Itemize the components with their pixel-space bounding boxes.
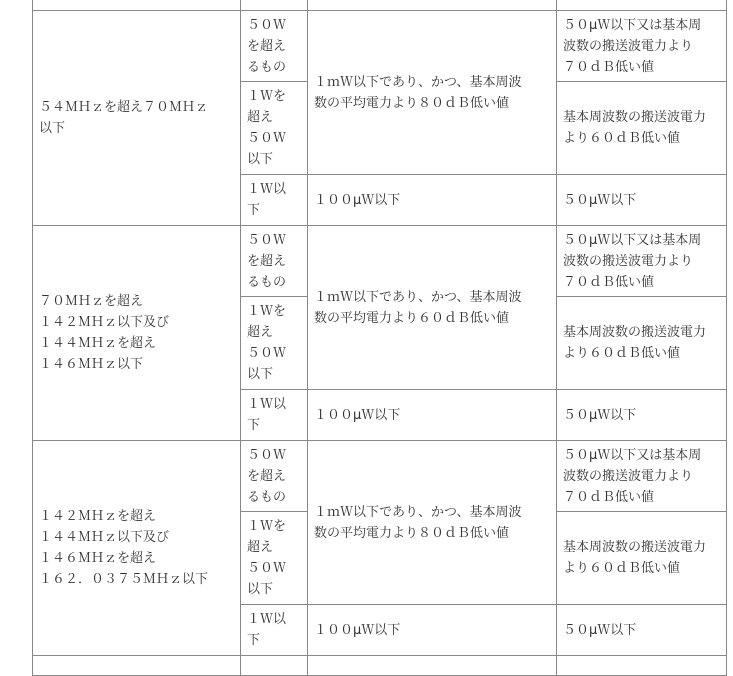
cell-text-line: １Ｗ以 bbox=[247, 397, 287, 412]
cell-text-line: 以下 bbox=[247, 582, 274, 597]
cell-text-line: 超え bbox=[247, 110, 274, 125]
cell-text-line: 基本周波数の搬送波電力 bbox=[563, 110, 707, 125]
cell-text-line: より６０ｄＢ低い値 bbox=[563, 561, 681, 576]
cell-text-line: より６０ｄＢ低い値 bbox=[563, 346, 681, 361]
spurious-emission-table bbox=[32, 0, 727, 676]
cell-text-line: 下 bbox=[247, 203, 261, 218]
cell-text-line: ５０Ｗ bbox=[247, 561, 287, 576]
cell-text-line: 基本周波数の搬送波電力 bbox=[563, 540, 707, 555]
cell-text-line: ５０Ｗ bbox=[247, 447, 287, 463]
cell-text-line: １４２ＭＨｚ以下及び bbox=[39, 315, 170, 330]
frequency-band-cell bbox=[33, 11, 241, 226]
cell-text-line: 以下 bbox=[247, 152, 274, 167]
cell-text-line: 数の平均電力より８０ｄＢ低い値 bbox=[314, 95, 510, 111]
cell-text-line: ５０μＷ以下又は基本周 bbox=[563, 232, 702, 248]
cell-text-line: ５０Ｗ bbox=[247, 232, 287, 248]
cell-text-line: 下 bbox=[247, 633, 261, 648]
emission-limit-cell bbox=[308, 175, 557, 226]
power-class-cell bbox=[241, 390, 308, 441]
power-cell-next bbox=[241, 656, 308, 676]
cell-text-line: １Ｗを bbox=[247, 89, 287, 104]
cell-text-line: １４２ＭＨｚを超え bbox=[39, 509, 157, 524]
spurious-limit-cell bbox=[557, 390, 727, 441]
cell-text-line: ５０μＷ以下又は基本周 bbox=[563, 447, 702, 463]
spurious-limit-cell bbox=[557, 82, 727, 175]
cell-text-line: １００μＷ以下 bbox=[314, 192, 401, 208]
table-row bbox=[33, 11, 727, 82]
cell-text-line: １４６ＭＨｚ以下 bbox=[39, 357, 144, 372]
spurious-limit-cell bbox=[557, 175, 727, 226]
power-class-cell bbox=[241, 11, 308, 82]
cell-text-line: １４４ＭＨｚ以下及び bbox=[39, 530, 170, 545]
cell-text-line: るもの bbox=[247, 59, 287, 75]
cell-text-line: を超え bbox=[247, 468, 287, 484]
cell-text-line: るもの bbox=[247, 274, 287, 290]
frequency-band-cell bbox=[33, 441, 241, 656]
cell-text-line: ５０Ｗ bbox=[247, 131, 287, 146]
cell-text-line: １Ｗ以 bbox=[247, 182, 287, 197]
cell-text-line: １ｍＷ以下であり、かつ、基本周波 bbox=[314, 289, 522, 305]
emission-limit-cell bbox=[308, 441, 557, 605]
cell-text-line: ７０ｄＢ低い値 bbox=[563, 59, 655, 75]
cell-text-line: 波数の搬送波電力より bbox=[563, 468, 694, 484]
emission-limit-cell bbox=[308, 11, 557, 175]
cell-text-line: 数の平均電力より６０ｄＢ低い値 bbox=[314, 310, 510, 326]
cell-text-line: 以下 bbox=[247, 367, 274, 382]
table-row bbox=[33, 441, 727, 512]
power-class-cell bbox=[241, 175, 308, 226]
power-class-cell bbox=[241, 441, 308, 512]
spurious-limit-cell bbox=[557, 226, 727, 297]
cell-text-line: １ｍＷ以下であり、かつ、基本周波 bbox=[314, 74, 522, 90]
cell-text-line: １Ｗを bbox=[247, 519, 287, 534]
spurious-limit-cell bbox=[557, 512, 727, 605]
frequency-band-cell bbox=[33, 226, 241, 441]
cell-text-line: より６０ｄＢ低い値 bbox=[563, 131, 681, 146]
cell-text-line: を超え bbox=[247, 253, 287, 269]
cell-text-line: ５０μＷ以下又は基本周 bbox=[563, 17, 702, 33]
cell-text-line: 波数の搬送波電力より bbox=[563, 253, 694, 269]
cell-text-line: １ｍＷ以下であり、かつ、基本周波 bbox=[314, 504, 522, 520]
cell-text-line: ５０μＷ以下 bbox=[563, 622, 637, 638]
power-class-cell bbox=[241, 605, 308, 656]
cell-text-line: 基本周波数の搬送波電力 bbox=[563, 325, 707, 340]
power-class-cell bbox=[241, 82, 308, 175]
table-row-continued bbox=[33, 0, 727, 11]
power-class-cell bbox=[241, 226, 308, 297]
cell-text-line: 波数の搬送波電力より bbox=[563, 38, 694, 54]
cell-text-line: １００μＷ以下 bbox=[314, 407, 401, 423]
table-row-next bbox=[33, 656, 727, 676]
spurious-cell-continued bbox=[557, 0, 727, 11]
spurious-limit-cell bbox=[557, 441, 727, 512]
cell-text-line: ７０ｄＢ低い値 bbox=[563, 274, 655, 290]
cell-text-line: ５０μＷ以下 bbox=[563, 192, 637, 208]
cell-text-line: 下 bbox=[247, 418, 261, 433]
cell-text-line: １Ｗ以 bbox=[247, 612, 287, 627]
emission-limit-cell bbox=[308, 605, 557, 656]
power-class-cell bbox=[241, 512, 308, 605]
cell-text-line: 超え bbox=[247, 325, 274, 340]
emission-limit-cell bbox=[308, 390, 557, 441]
band-cell-next bbox=[33, 656, 241, 676]
cell-text-line: 超え bbox=[247, 540, 274, 555]
cell-text-line: １Ｗを bbox=[247, 304, 287, 319]
cell-text-line: 数の平均電力より８０ｄＢ低い値 bbox=[314, 525, 510, 541]
cell-text-line: 以下 bbox=[39, 121, 66, 136]
cell-text-line: １４４ＭＨｚを超え bbox=[39, 336, 157, 351]
emission-limit-cell bbox=[308, 226, 557, 390]
table-row bbox=[33, 226, 727, 297]
cell-text-line: ５０μＷ以下 bbox=[563, 407, 637, 423]
power-class-cell bbox=[241, 297, 308, 390]
cell-text-line: ５０Ｗ bbox=[247, 17, 287, 33]
cell-text-line: １４６ＭＨｚを超え bbox=[39, 551, 157, 566]
spurious-limit-cell bbox=[557, 605, 727, 656]
cell-text-line: ５０Ｗ bbox=[247, 346, 287, 361]
spurious-cell-next bbox=[557, 656, 727, 676]
limit-cell-next bbox=[308, 656, 557, 676]
table-body bbox=[33, 0, 727, 676]
spurious-limit-cell bbox=[557, 297, 727, 390]
cell-text-line: を超え bbox=[247, 38, 287, 54]
spurious-limit-cell bbox=[557, 11, 727, 82]
cell-text-line: るもの bbox=[247, 489, 287, 505]
cell-text-line: １００μＷ以下 bbox=[314, 622, 401, 638]
cell-text-line: ７０ＭＨｚを超え bbox=[39, 294, 144, 309]
power-cell-continued bbox=[241, 0, 308, 11]
limit-cell-continued bbox=[308, 0, 557, 11]
cell-text-line: ７０ｄＢ低い値 bbox=[563, 489, 655, 505]
cell-text-line: １６２．０３７５ＭＨｚ以下 bbox=[39, 572, 209, 587]
band-cell-continued bbox=[33, 0, 241, 11]
cell-text-line: ５４ＭＨｚを超え７０ＭＨｚ bbox=[39, 100, 209, 115]
